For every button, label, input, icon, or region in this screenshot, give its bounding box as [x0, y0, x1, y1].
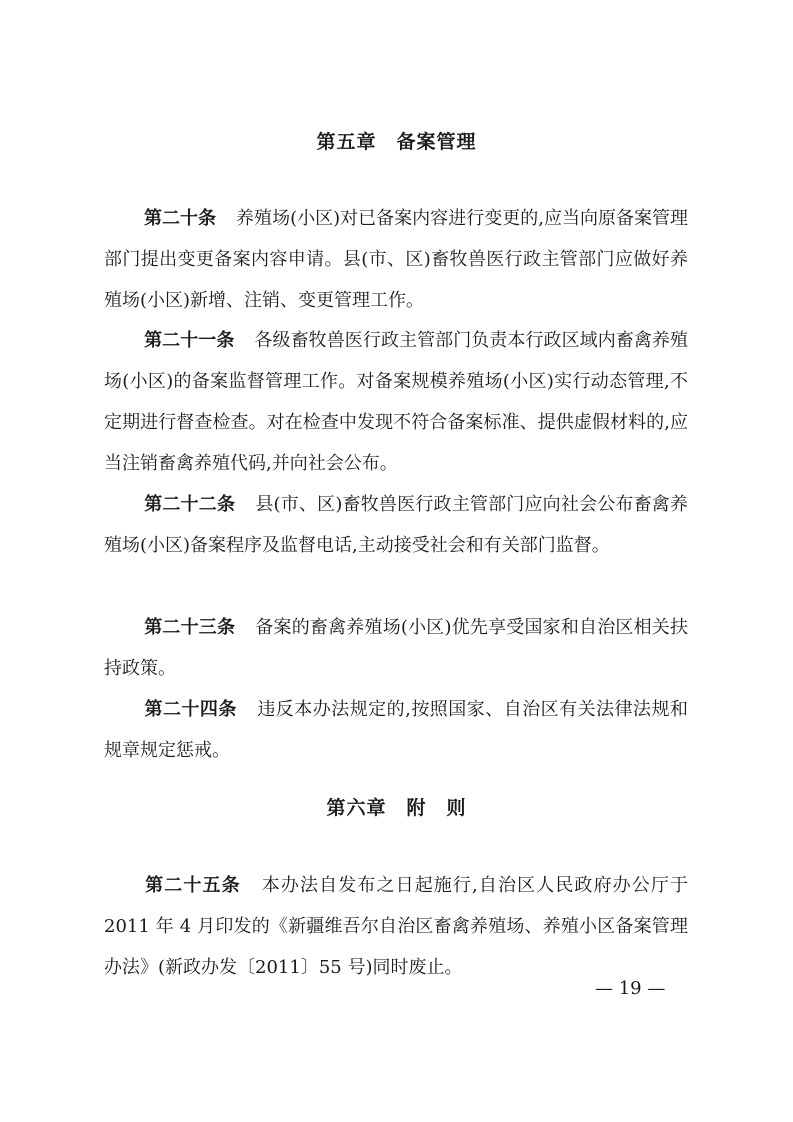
- article-24: [104, 689, 688, 771]
- article-24-label: 第二十四条: [144, 699, 237, 720]
- page-number: — 19 —: [595, 978, 666, 999]
- article-23: [104, 607, 688, 689]
- article-21: [104, 320, 688, 484]
- article-20: [104, 198, 688, 321]
- article-20-label: 第二十条: [144, 208, 217, 229]
- article-24-text: 违反本办法规定的,按照国家、自治区有关法律法规和规章规定惩戒。: [104, 699, 688, 761]
- article-23-label: 第二十三条: [144, 617, 236, 638]
- article-23-text: 备案的畜禽养殖场(小区)优先享受国家和自治区相关扶持政策。: [104, 617, 688, 679]
- article-21-text: 各级畜牧兽医行政主管部门负责本行政区域内畜禽养殖场(小区)的备案监督管理工作。对备案规模养殖场(小区)实行动态管理,不定期进行督查检查。对在检查中发现不符合备案标准、提供虚假材料的,应当注销畜禽养殖代码,并向社会公布。: [104, 330, 689, 474]
- chapter-5-title: 第五章 备案管理: [316, 131, 477, 153]
- article-22-text: 县(市、区)畜牧兽医行政主管部门应向社会公布畜禽养殖场(小区)备案程序及监督电话,主动接受社会和有关部门监督。: [104, 494, 688, 556]
- article-22-label: 第二十二条: [144, 494, 236, 515]
- article-20-text: 养殖场(小区)对已备案内容进行变更的,应当向原备案管理部门提出变更备案内容申请。县(市、区)畜牧兽医行政主管部门应做好养殖场(小区)新增、注销、变更管理工作。: [104, 208, 689, 311]
- chapter-6-title: 第六章 附 则: [326, 797, 467, 819]
- article-22: [104, 484, 688, 566]
- article-25: [104, 865, 688, 988]
- article-25-text: 本办法自发布之日起施行,自治区人民政府办公厅于 2011 年 4 月印发的《新疆维吾尔自治区畜禽养殖场、养殖小区备案管理办法》(新政办发〔2011〕55 号)同时废止。: [104, 875, 688, 978]
- article-21-label: 第二十一条: [144, 330, 235, 351]
- article-25-label: 第二十五条: [144, 875, 241, 896]
